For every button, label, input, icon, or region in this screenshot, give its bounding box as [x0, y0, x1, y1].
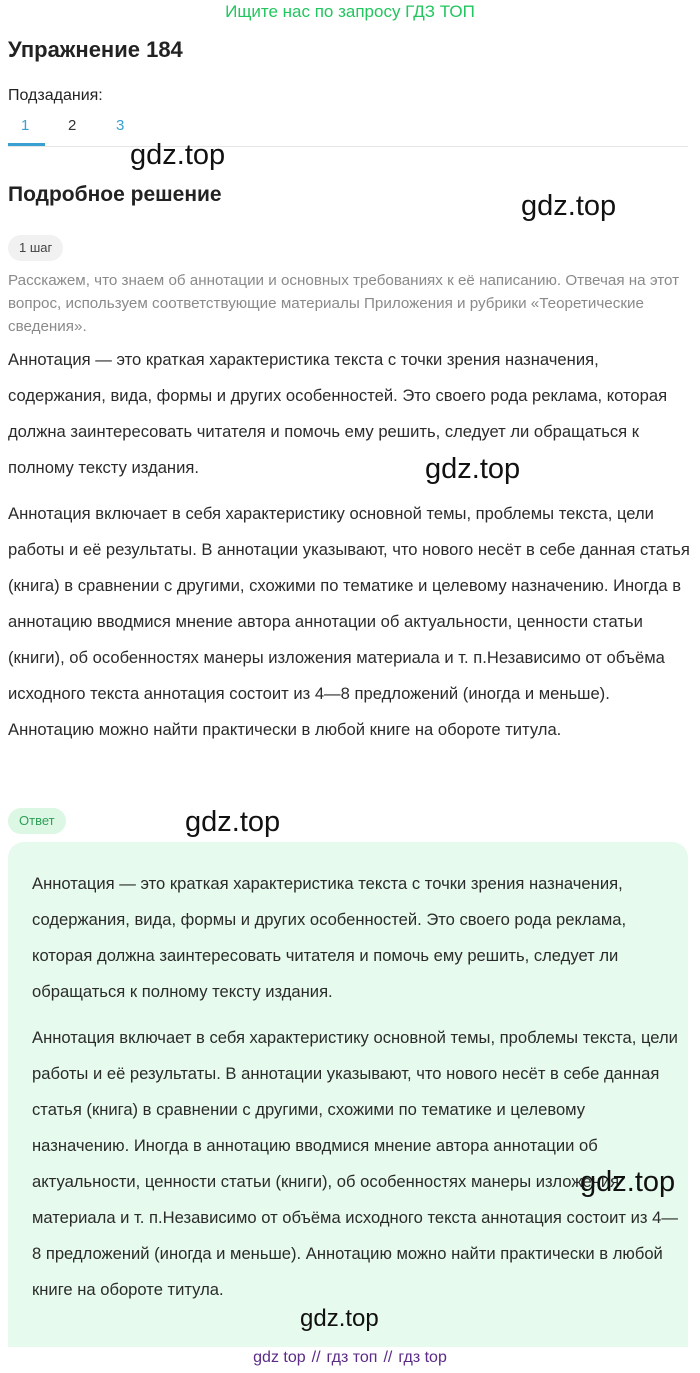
- footer-link[interactable]: гдз топ: [326, 1349, 378, 1366]
- watermark: gdz.top: [300, 1305, 379, 1332]
- watermark: gdz.top: [185, 806, 281, 838]
- footer-separator: //: [383, 1349, 393, 1366]
- footer-link[interactable]: гдз top: [398, 1349, 447, 1366]
- tab-subtask-3[interactable]: 3: [116, 117, 125, 134]
- solution-title: Подробное решение: [8, 183, 222, 206]
- answer-paragraph: Аннотация — это краткая характеристика текста с точки зрения назначения, содержания, вида, формы и других особенностей. Это своего рода реклама, которая должна заинтересовать читателя и помочь ему решить, следует ли обращаться к полному тексту издания.: [32, 874, 627, 1001]
- footer-links: [0, 1347, 700, 1369]
- watermark: gdz.top: [425, 453, 521, 485]
- tab-subtask-2[interactable]: 2: [68, 117, 77, 134]
- subtask-tabs: [8, 110, 688, 147]
- watermark: gdz.top: [521, 190, 617, 222]
- active-tab-indicator: [8, 143, 45, 146]
- subtasks-label: Подзадания:: [8, 87, 103, 104]
- watermark: gdz.top: [580, 1166, 676, 1198]
- answer-box: [8, 842, 688, 1347]
- solution-paragraph: Аннотация — это краткая характеристика текста с точки зрения назначения, содержания, вида, формы и других особенностей. Это своего рода реклама, которая должна заинтересовать читателя и помочь ему решить, следует ли обращаться к полному тексту издания.: [8, 350, 668, 477]
- page-title: Упражнение 184: [8, 37, 183, 62]
- footer-link[interactable]: gdz top: [253, 1349, 306, 1366]
- footer-separator: //: [311, 1349, 321, 1366]
- answer-paragraph: Аннотация включает в себя характеристику основной темы, проблемы текста, цели работы и её результаты. В аннотации указывают, что нового несёт в себе данная статья (книга) в сравнении с другими, схожими по тематике и целевому назначению. Иногда в аннотацию вводмися мнение автора аннотации об актуальности, ценности статьи (книги), об особенностях манеры изложения материала и т. п.Независимо от объёма исходного текста аннотация состоит из 4—8 предложений (иногда и меньше). Аннотацию можно найти практически в любой книге на обороте титула.: [32, 1028, 678, 1299]
- search-banner: Ищите нас по запросу ГДЗ ТОП: [225, 2, 475, 21]
- tab-subtask-1[interactable]: 1: [21, 117, 30, 134]
- watermark: gdz.top: [130, 139, 226, 171]
- answer-badge: Ответ: [8, 808, 66, 834]
- step-badge: 1 шаг: [8, 235, 63, 261]
- solution-paragraph: Аннотация включает в себя характеристику основной темы, проблемы текста, цели работы и её результаты. В аннотации указывают, что нового несёт в себе данная статья (книга) в сравнении с другими, схожими по тематике и целевому назначению. Иногда в аннотацию вводмися мнение автора аннотации об актуальности, ценности статьи (книги), об особенностях манеры изложения материала и т. п.Независимо от объёма исходного текста аннотация состоит из 4—8 предложений (иногда и меньше). Аннотацию можно найти практически в любой книге на обороте титула.: [8, 504, 690, 739]
- solution-hint: Расскажем, что знаем об аннотации и основных требованиях к её написанию. Отвечая на этот вопрос, используем соответствующие материалы Приложения и рубрики «Теоретические сведения».: [8, 272, 680, 335]
